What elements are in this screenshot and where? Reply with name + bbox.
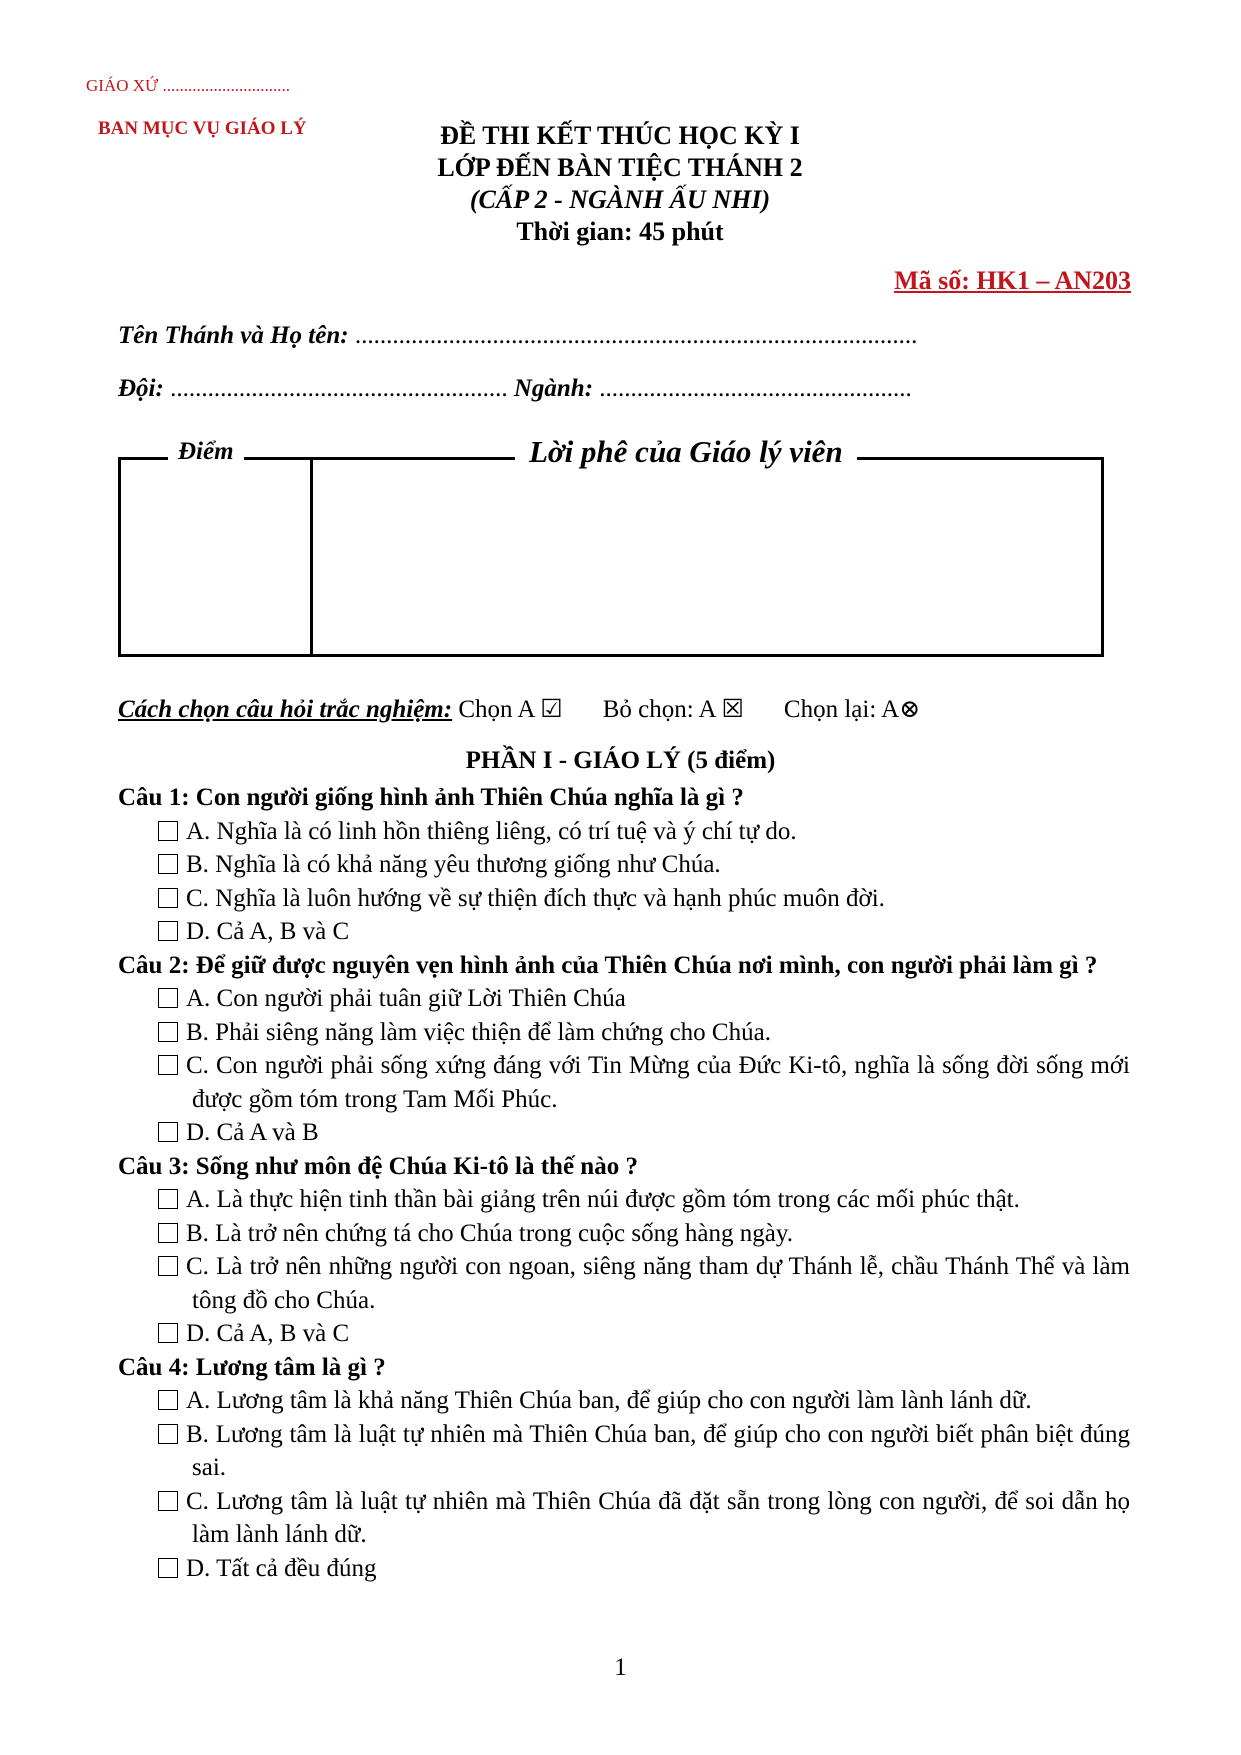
checkbox-icon[interactable] (158, 854, 178, 874)
answer-option[interactable]: B. Nghĩa là có khả năng yêu thương giống như Chúa. (152, 848, 1130, 882)
instruction-unchoose: Bỏ chọn: A ☒ (602, 696, 744, 723)
checkbox-icon[interactable] (158, 1223, 178, 1243)
checkbox-icon[interactable] (158, 988, 178, 1008)
exam-duration: Thời gian: 45 phút (516, 217, 724, 246)
level-title: (CẤP 2 - NGÀNH ẤU NHI) (469, 185, 771, 214)
checkbox-icon[interactable] (158, 1189, 178, 1209)
name-field[interactable] (118, 322, 917, 350)
answer-option[interactable]: D. Cả A, B và C (152, 915, 1130, 949)
branch-dots[interactable]: .................................................. (593, 375, 912, 402)
parish-label: GIÁO XỨ .............................. (86, 76, 290, 95)
answer-option[interactable]: D. Cả A và B (152, 1116, 1130, 1150)
question-2 (118, 949, 1130, 1150)
teacher-comment-label: Lời phê của Giáo lý viên (515, 434, 857, 470)
answer-option[interactable]: A. Là thực hiện tinh thần bài giảng trên núi được gồm tóm trong các mối phúc thật. (152, 1183, 1130, 1217)
branch-label: Ngành: (513, 375, 594, 402)
team-dots[interactable]: ...................................................... (163, 375, 508, 402)
checkbox-icon[interactable] (158, 1491, 178, 1511)
question-1 (118, 781, 1130, 949)
question-3 (118, 1150, 1130, 1351)
name-label: Tên Thánh và Họ tên: (118, 322, 349, 349)
instruction-choose: Chọn A ☑ (452, 696, 563, 723)
exam-title-block (300, 120, 940, 248)
questions-list (118, 781, 1130, 1585)
question-text: Câu 2: Để giữ được nguyên vẹn hình ảnh của Thiên Chúa nơi mình, con người phải làm gì ? (118, 951, 1098, 979)
answer-instructions (118, 694, 920, 724)
class-title: LỚP ĐẾN BÀN TIỆC THÁNH 2 (437, 153, 803, 182)
checkbox-icon[interactable] (158, 1558, 178, 1578)
question-4 (118, 1351, 1130, 1586)
score-label: Điểm (168, 438, 244, 466)
answer-option[interactable]: D. Cả A, B và C (152, 1317, 1130, 1351)
grading-divider (310, 457, 313, 657)
checkbox-icon[interactable] (158, 888, 178, 908)
answer-option[interactable]: A. Nghĩa là có linh hồn thiêng liêng, có trí tuệ và ý chí tự do. (152, 815, 1130, 849)
answer-option[interactable]: A. Con người phải tuân giữ Lời Thiên Chúa (152, 982, 1130, 1016)
answer-option[interactable]: C. Lương tâm là luật tự nhiên mà Thiên Chúa đã đặt sẵn trong lòng con người, để soi dẫn họ làm lành lánh dữ. (152, 1485, 1130, 1552)
instruction-rechoose: Chọn lại: A⊗ (783, 696, 921, 723)
checkbox-icon[interactable] (158, 1055, 178, 1075)
checkbox-icon[interactable] (158, 1323, 178, 1343)
section-title: PHẦN I - GIÁO LÝ (5 điểm) (465, 747, 776, 774)
name-dots: .......................................................................................... (348, 322, 918, 349)
checkbox-icon[interactable] (158, 1256, 178, 1276)
team-branch-fields (118, 375, 912, 403)
page-number: 1 (614, 1654, 627, 1681)
checkbox-icon[interactable] (158, 1390, 178, 1410)
exam-code: Mã số: HK1 – AN203 (894, 266, 1131, 295)
answer-option[interactable]: D. Tất cả đều đúng (152, 1552, 1130, 1586)
answer-option[interactable]: B. Lương tâm là luật tự nhiên mà Thiên Chúa ban, để giúp cho con người biết phân biệt đúng sai. (152, 1418, 1130, 1485)
answer-option[interactable]: B. Phải siêng năng làm việc thiện để làm chứng cho Chúa. (152, 1016, 1130, 1050)
ministry-board-label: BAN MỤC VỤ GIÁO LÝ (98, 118, 307, 139)
checkbox-icon[interactable] (158, 821, 178, 841)
team-label: Đội: (118, 375, 164, 402)
checkbox-icon[interactable] (158, 1022, 178, 1042)
answer-option[interactable]: C. Nghĩa là luôn hướng về sự thiện đích thực và hạnh phúc muôn đời. (152, 882, 1130, 916)
answer-option[interactable]: C. Là trở nên những người con ngoan, siêng năng tham dự Thánh lễ, chầu Thánh Thể và làm tông đồ cho Chúa. (152, 1250, 1130, 1317)
checkbox-icon[interactable] (158, 1122, 178, 1142)
checkbox-icon[interactable] (158, 921, 178, 941)
instructions-label: Cách chọn câu hỏi trắc nghiệm: (118, 696, 453, 723)
answer-option[interactable]: B. Là trở nên chứng tá cho Chúa trong cuộc sống hàng ngày. (152, 1217, 1130, 1251)
question-text: Câu 4: Lương tâm là gì ? (118, 1353, 386, 1381)
exam-title: ĐỀ THI KẾT THÚC HỌC KỲ I (440, 121, 800, 150)
checkbox-icon[interactable] (158, 1424, 178, 1444)
answer-option[interactable]: A. Lương tâm là khả năng Thiên Chúa ban, để giúp cho con người làm lành lánh dữ. (152, 1384, 1130, 1418)
answer-option[interactable]: C. Con người phải sống xứng đáng với Tin Mừng của Đức Ki-tô, nghĩa là sống đời sống mới được gồm tóm trong Tam Mối Phúc. (152, 1049, 1130, 1116)
grading-box (118, 457, 1104, 657)
question-text: Câu 1: Con người giống hình ảnh Thiên Chúa nghĩa là gì ? (118, 784, 744, 811)
question-text: Câu 3: Sống như môn đệ Chúa Ki-tô là thế nào ? (118, 1152, 638, 1180)
